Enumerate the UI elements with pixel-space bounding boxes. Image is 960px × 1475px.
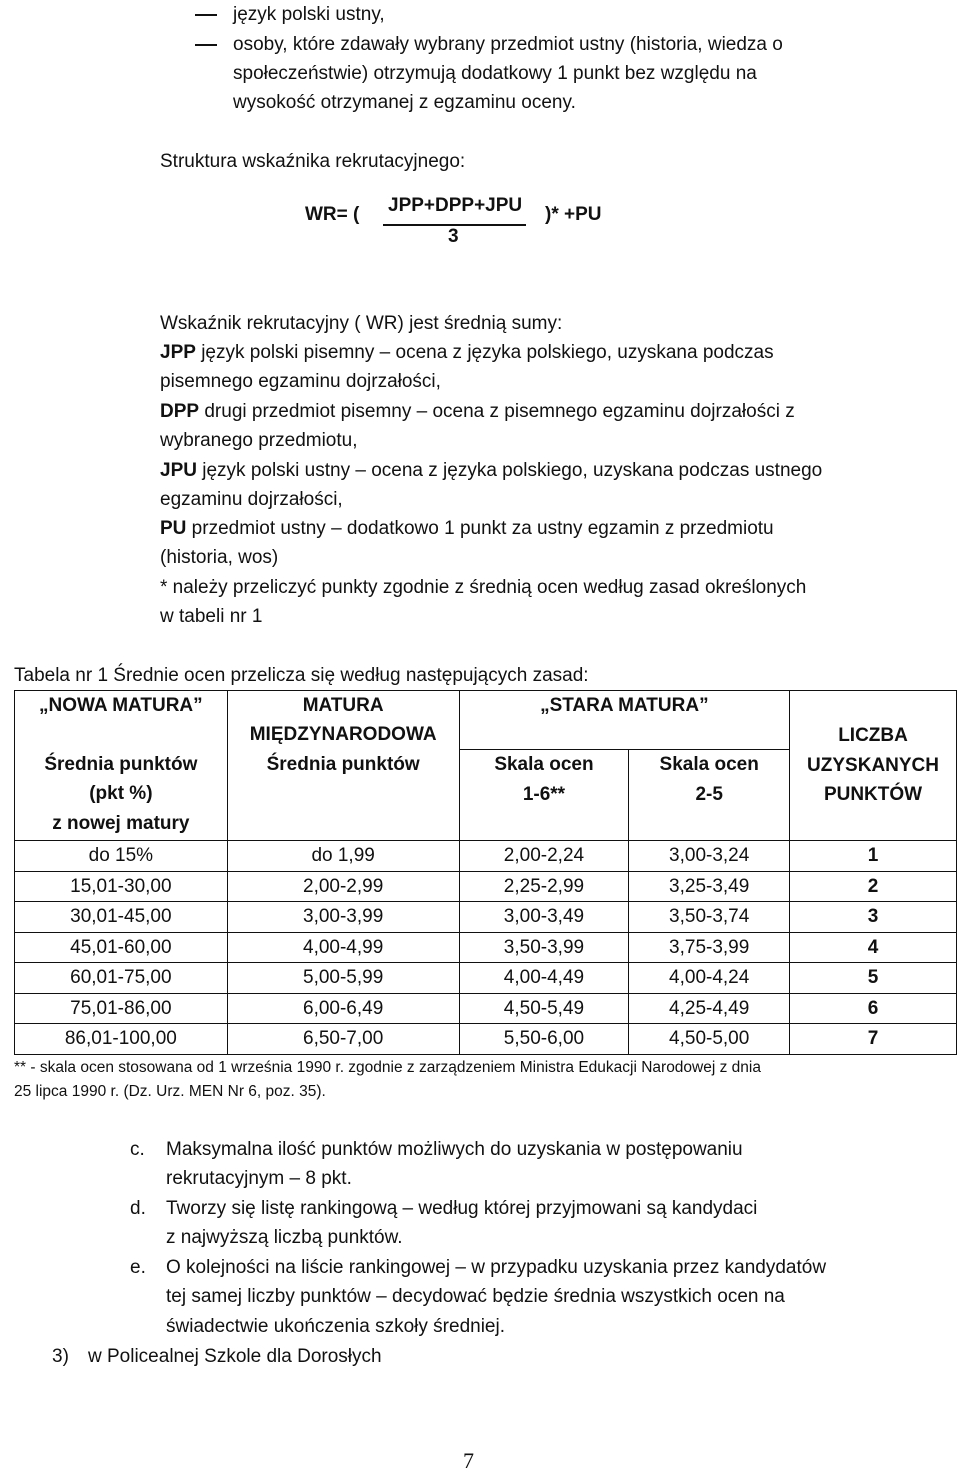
table-cell: 45,01-60,00 <box>15 932 228 963</box>
table-cell: 3,00-3,99 <box>227 902 459 933</box>
pu-text: przedmiot ustny – dodatkowo 1 punkt za ustny egzamin z przedmiotu <box>186 518 774 539</box>
note-line-2: w tabeli nr 1 <box>160 606 263 627</box>
pu-line <box>160 514 774 543</box>
table-row <box>15 963 957 994</box>
table-body <box>15 841 957 1055</box>
jpu-line-2: egzaminu dojrzałości, <box>160 489 343 510</box>
jpu-line <box>160 456 822 485</box>
list-item-e-cont: tej samej liczby punktów – decydować będzie średnia wszystkich ocen na <box>166 1286 785 1307</box>
section-3-number: 3) <box>52 1346 69 1367</box>
table-cell: 4,00-4,99 <box>227 932 459 963</box>
pu-abbr: PU <box>160 518 187 539</box>
list-letter-c: c. <box>130 1139 145 1160</box>
table-cell: 30,01-45,00 <box>15 902 228 933</box>
table-cell: 7 <box>790 1024 957 1055</box>
table-cell: 86,01-100,00 <box>15 1024 228 1055</box>
table-cell: 4,25-4,49 <box>629 993 790 1024</box>
dpp-line-2: wybranego przedmiotu, <box>160 430 358 451</box>
table-row <box>15 902 957 933</box>
table-cell: 4,00-4,24 <box>629 963 790 994</box>
list-item-e-cont-2: świadectwie ukończenia szkoły średniej. <box>166 1316 505 1337</box>
list-item-continuation: wysokość otrzymanej z egzaminu oceny. <box>233 92 576 113</box>
subheader-srednia-punktow: Średnia punktów (pkt %) z nowej matury <box>15 750 228 841</box>
formula-denominator: 3 <box>448 226 459 247</box>
list-item-d: Tworzy się listę rankingową – według której przyjmowani są kandydaci <box>166 1198 758 1219</box>
table-cell: 6 <box>790 993 957 1024</box>
list-item-continuation: społeczeństwie) otrzymują dodatkowy 1 punkt bez względu na <box>233 63 757 84</box>
list-item-c: Maksymalna ilość punktów możliwych do uzyskania w postępowaniu <box>166 1139 743 1160</box>
table-cell: 5,50-6,00 <box>459 1024 629 1055</box>
table-cell: 2 <box>790 871 957 902</box>
table-row <box>15 1024 957 1055</box>
list-item-e: O kolejności na liście rankingowej – w przypadku uzyskania przez kandydatów <box>166 1257 827 1278</box>
table-footnote-2: 25 lipca 1990 r. (Dz. Urz. MEN Nr 6, poz. 35). <box>14 1083 326 1100</box>
table-cell: 4,00-4,49 <box>459 963 629 994</box>
table-cell: 2,00-2,24 <box>459 841 629 872</box>
jpu-abbr: JPU <box>160 460 197 481</box>
jpp-line-2: pisemnego egzaminu dojrzałości, <box>160 371 441 392</box>
structure-title: Struktura wskaźnika rekrutacyjnego: <box>160 151 466 172</box>
table-row <box>15 841 957 872</box>
dash-bullet <box>195 14 217 16</box>
section-3-title: w Policealnej Szkole dla Dorosłych <box>88 1346 382 1367</box>
list-item: język polski ustny, <box>233 4 385 25</box>
list-item-d-cont: z najwyższą liczbą punktów. <box>166 1227 403 1248</box>
table-cell: 5 <box>790 963 957 994</box>
note-line: * należy przeliczyć punkty zgodnie z średnią ocen według zasad określonych <box>160 577 807 598</box>
table-cell: 3,00-3,24 <box>629 841 790 872</box>
table-cell: 3,75-3,99 <box>629 932 790 963</box>
explanation-intro: Wskaźnik rekrutacyjny ( WR) jest średnią sumy: <box>160 313 563 334</box>
formula-numerator: JPP+DPP+JPU <box>388 195 523 216</box>
jpp-abbr: JPP <box>160 342 196 363</box>
pu-line-2: (historia, wos) <box>160 547 279 568</box>
header-liczba-punktow: LICZBA UZYSKANYCH PUNKTÓW <box>790 691 957 841</box>
table-row <box>15 871 957 902</box>
table-header-row <box>15 691 957 750</box>
header-matura-miedzynarodowa: MATURA MIĘDZYNARODOWA <box>227 691 459 750</box>
table-cell: 3 <box>790 902 957 933</box>
table-cell: 2,25-2,99 <box>459 871 629 902</box>
list-letter-e: e. <box>130 1257 146 1278</box>
table-cell: do 1,99 <box>227 841 459 872</box>
table-cell: 4,50-5,49 <box>459 993 629 1024</box>
header-stara-matura: „STARA MATURA” <box>459 691 789 750</box>
list-item-c-cont: rekrutacyjnym – 8 pkt. <box>166 1168 352 1189</box>
list-letter-d: d. <box>130 1198 146 1219</box>
table-row <box>15 993 957 1024</box>
jpu-text: język polski ustny – ocena z języka polskiego, uzyskana podczas ustnego <box>196 460 823 481</box>
subheader-srednia-ib: Średnia punktów <box>227 750 459 841</box>
subheader-skala-2-5: Skala ocen 2-5 <box>629 750 790 841</box>
table-footnote: ** - skala ocen stosowana od 1 września 1990 r. zgodnie z zarządzeniem Ministra Edukacji Narodowej z dnia <box>14 1059 761 1076</box>
table-cell: 60,01-75,00 <box>15 963 228 994</box>
table-cell: 4,50-5,00 <box>629 1024 790 1055</box>
subheader-skala-1-6: Skala ocen 1-6** <box>459 750 629 841</box>
table-cell: 3,25-3,49 <box>629 871 790 902</box>
table-cell: 2,00-2,99 <box>227 871 459 902</box>
jpp-line <box>160 338 774 367</box>
dash-bullet <box>195 44 217 46</box>
table-cell: 3,50-3,74 <box>629 902 790 933</box>
conversion-table <box>14 690 957 1055</box>
dpp-text: drugi przedmiot pisemny – ocena z pisemnego egzaminu dojrzałości z <box>199 401 795 422</box>
dpp-line <box>160 397 795 426</box>
table-cell: 5,00-5,99 <box>227 963 459 994</box>
header-nowa-matura: „NOWA MATURA” <box>15 691 228 750</box>
formula-suffix: )* +PU <box>545 204 602 225</box>
table-cell: 3,00-3,49 <box>459 902 629 933</box>
dpp-abbr: DPP <box>160 401 200 422</box>
table-cell: 3,50-3,99 <box>459 932 629 963</box>
table-cell: 75,01-86,00 <box>15 993 228 1024</box>
table-row <box>15 932 957 963</box>
table-cell: 1 <box>790 841 957 872</box>
table-cell: 6,50-7,00 <box>227 1024 459 1055</box>
jpp-text: język polski pisemny – ocena z języka polskiego, uzyskana podczas <box>195 342 774 363</box>
formula-prefix: WR= ( <box>305 204 360 225</box>
table-cell: 15,01-30,00 <box>15 871 228 902</box>
page-number: 7 <box>463 1448 474 1473</box>
table-caption: Tabela nr 1 Średnie ocen przelicza się według następujących zasad: <box>14 665 589 686</box>
table-cell: do 15% <box>15 841 228 872</box>
table-cell: 4 <box>790 932 957 963</box>
list-item: osoby, które zdawały wybrany przedmiot ustny (historia, wiedza o <box>233 34 783 55</box>
table-cell: 6,00-6,49 <box>227 993 459 1024</box>
